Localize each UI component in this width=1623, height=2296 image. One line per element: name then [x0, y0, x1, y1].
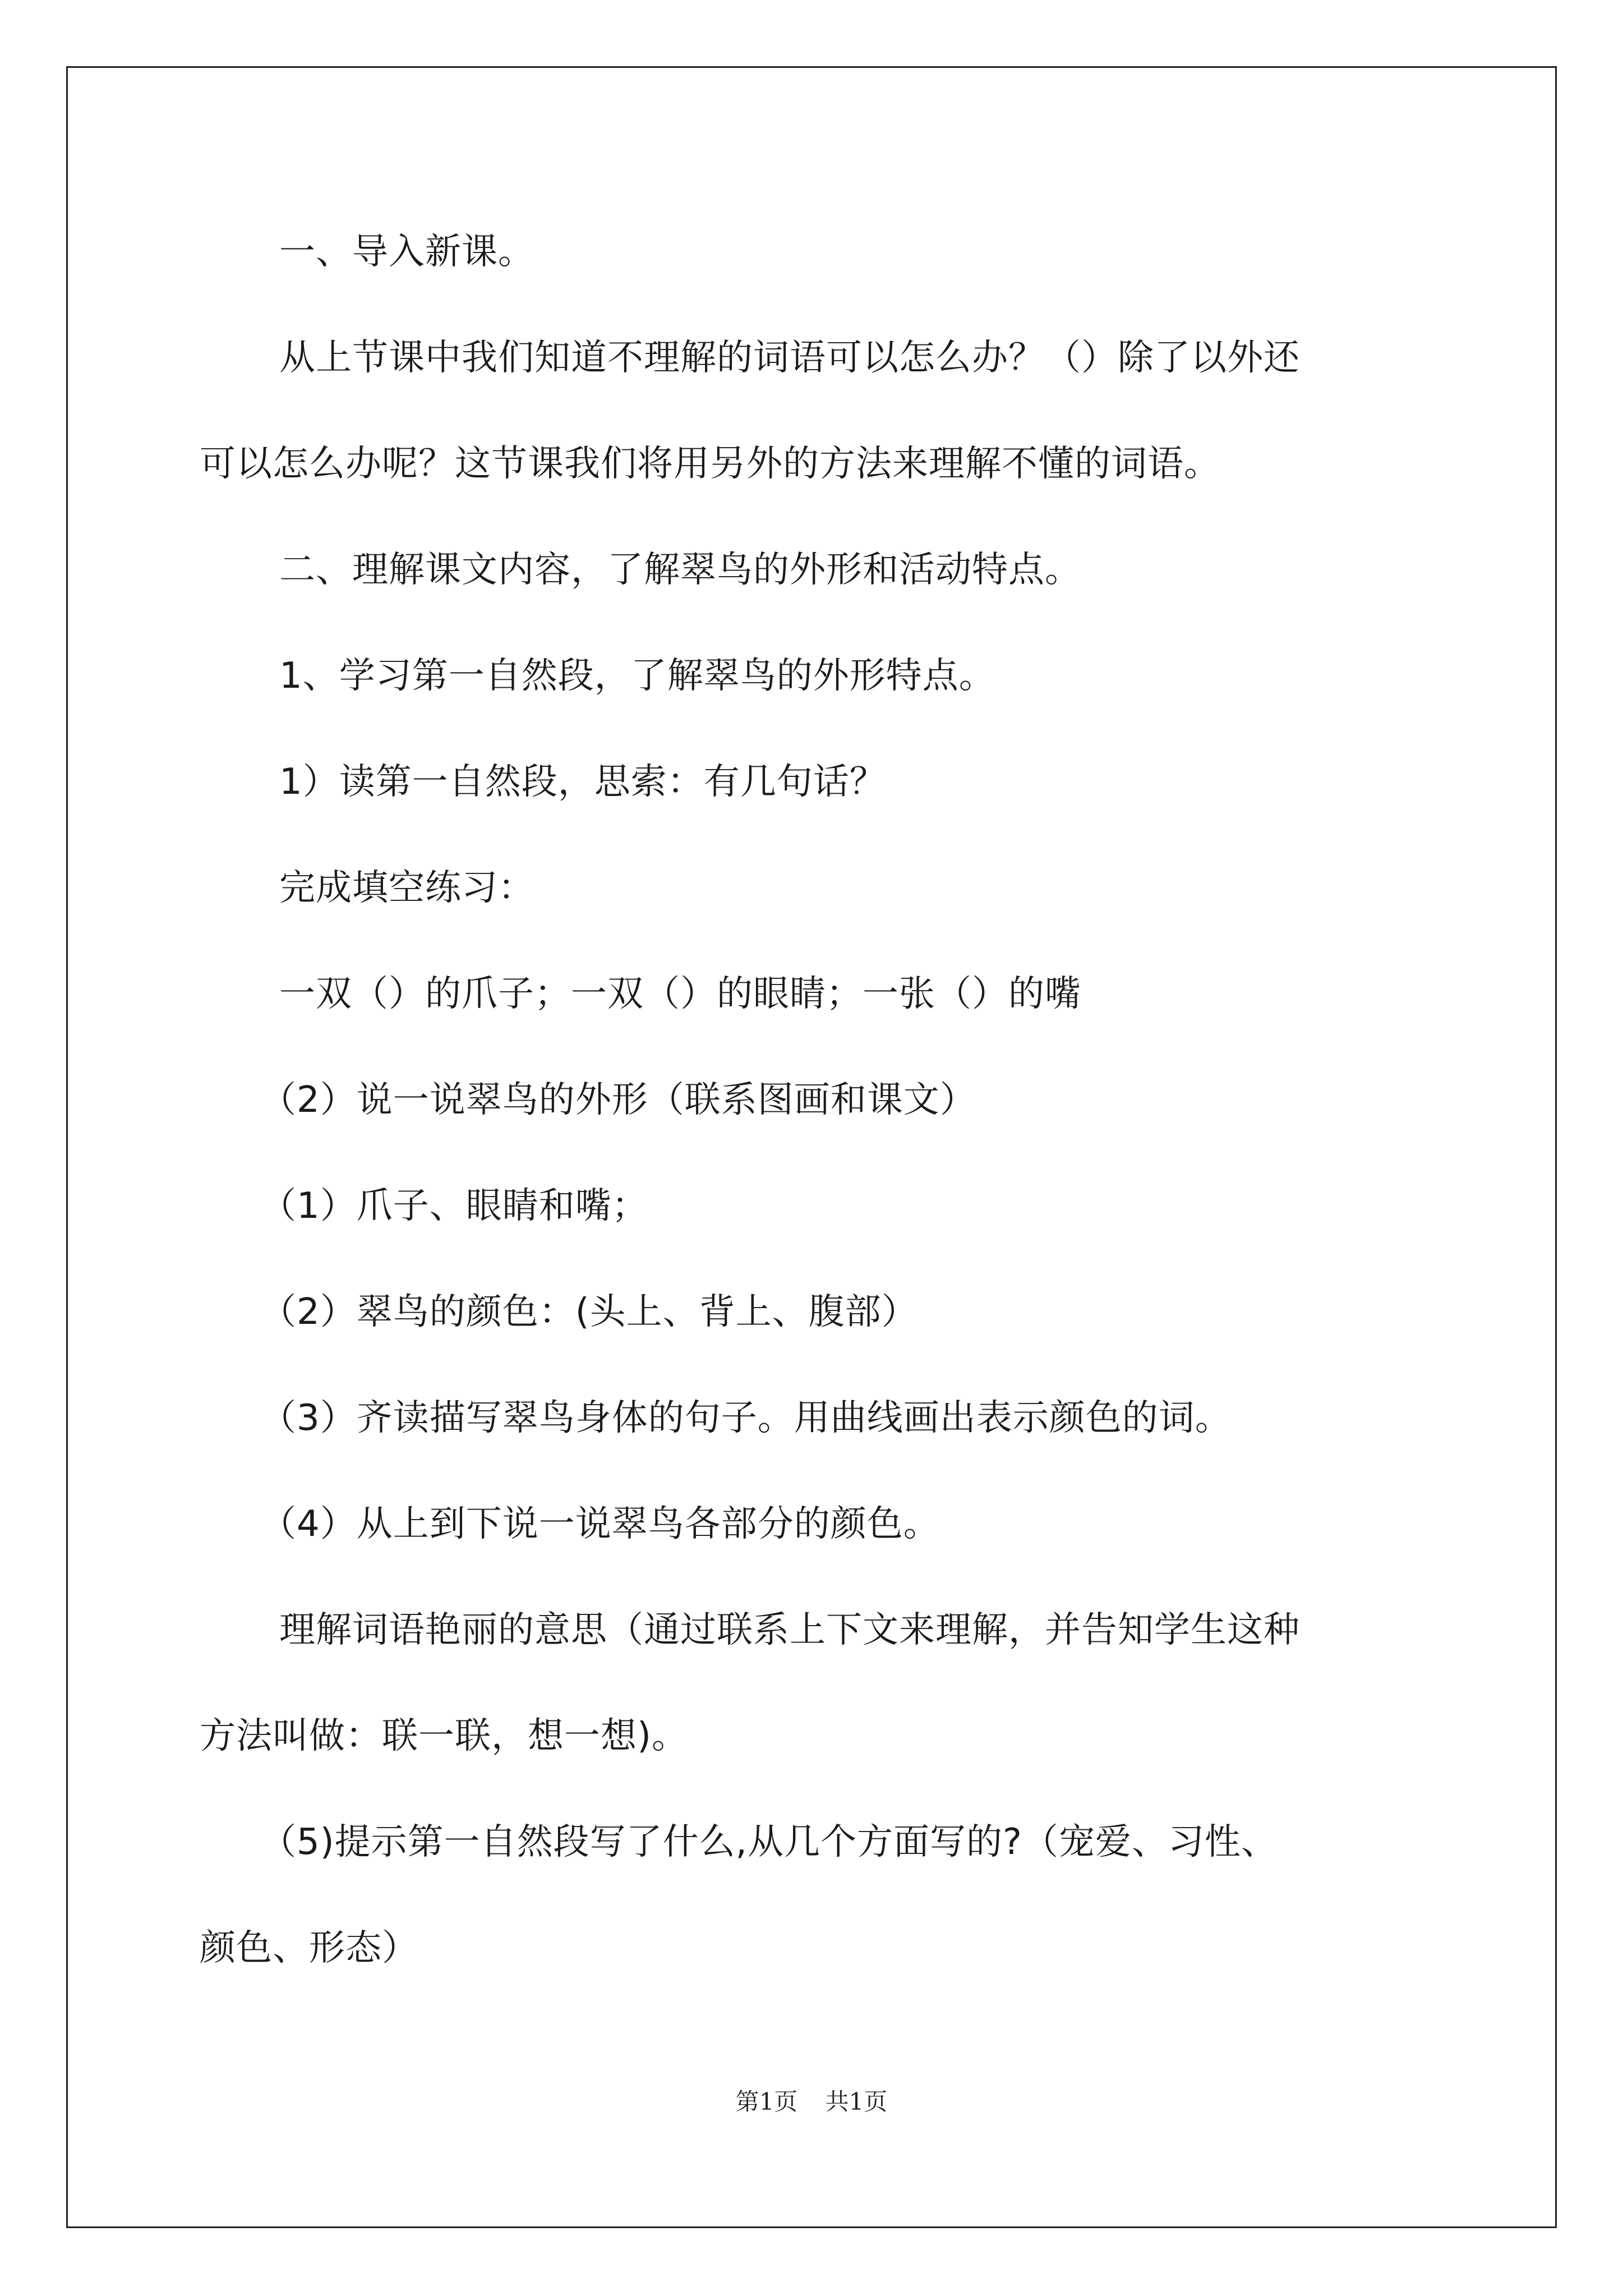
- page-border: [66, 66, 1557, 2228]
- paragraph-line: 一双（）的爪子；一双（）的眼睛；一张（）的嘴: [279, 973, 1081, 1015]
- paragraph-line: 方法叫做：联一联，想一想)。: [200, 1715, 688, 1757]
- paragraph-line: 1、学习第一自然段，了解翠鸟的外形特点。: [279, 655, 995, 697]
- paragraph-line: （5)提示第一自然段写了什么,从几个方面写的?（宠爱、习性、: [260, 1821, 1278, 1863]
- paragraph-line: 从上节课中我们知道不理解的词语可以怎么办？（）除了以外还: [279, 337, 1300, 379]
- page-total: 共1页: [825, 2088, 888, 2115]
- section-heading-content: 二、理解课文内容，了解翠鸟的外形和活动特点。: [279, 549, 1081, 591]
- paragraph-line: （2）说一说翠鸟的外形（联系图画和课文）: [260, 1079, 976, 1121]
- paragraph-line: 可以怎么办呢？这节课我们将用另外的方法来理解不懂的词语。: [200, 443, 1220, 485]
- paragraph-line: （2）翠鸟的颜色：(头上、背上、腹部）: [260, 1291, 918, 1333]
- paragraph-line: 颜色、形态）: [200, 1927, 418, 1969]
- paragraph-line: （1）爪子、眼睛和嘴；: [260, 1185, 648, 1227]
- paragraph-line: （4）从上到下说一说翠鸟各部分的颜色。: [260, 1503, 940, 1545]
- paragraph-line: （3）齐读描写翠鸟身体的句子。用曲线画出表示颜色的词。: [260, 1397, 1232, 1439]
- page-footer: [0, 2086, 1623, 2118]
- section-heading-intro: 一、导入新课。: [279, 231, 534, 273]
- paragraph-line: 完成填空练习：: [279, 867, 534, 909]
- paragraph-line: 理解词语艳丽的意思（通过联系上下文来理解，并告知学生这种: [279, 1609, 1300, 1651]
- paragraph-line: 1）读第一自然段，思索：有几句话？: [279, 761, 886, 803]
- page-number: 第1页: [735, 2088, 798, 2115]
